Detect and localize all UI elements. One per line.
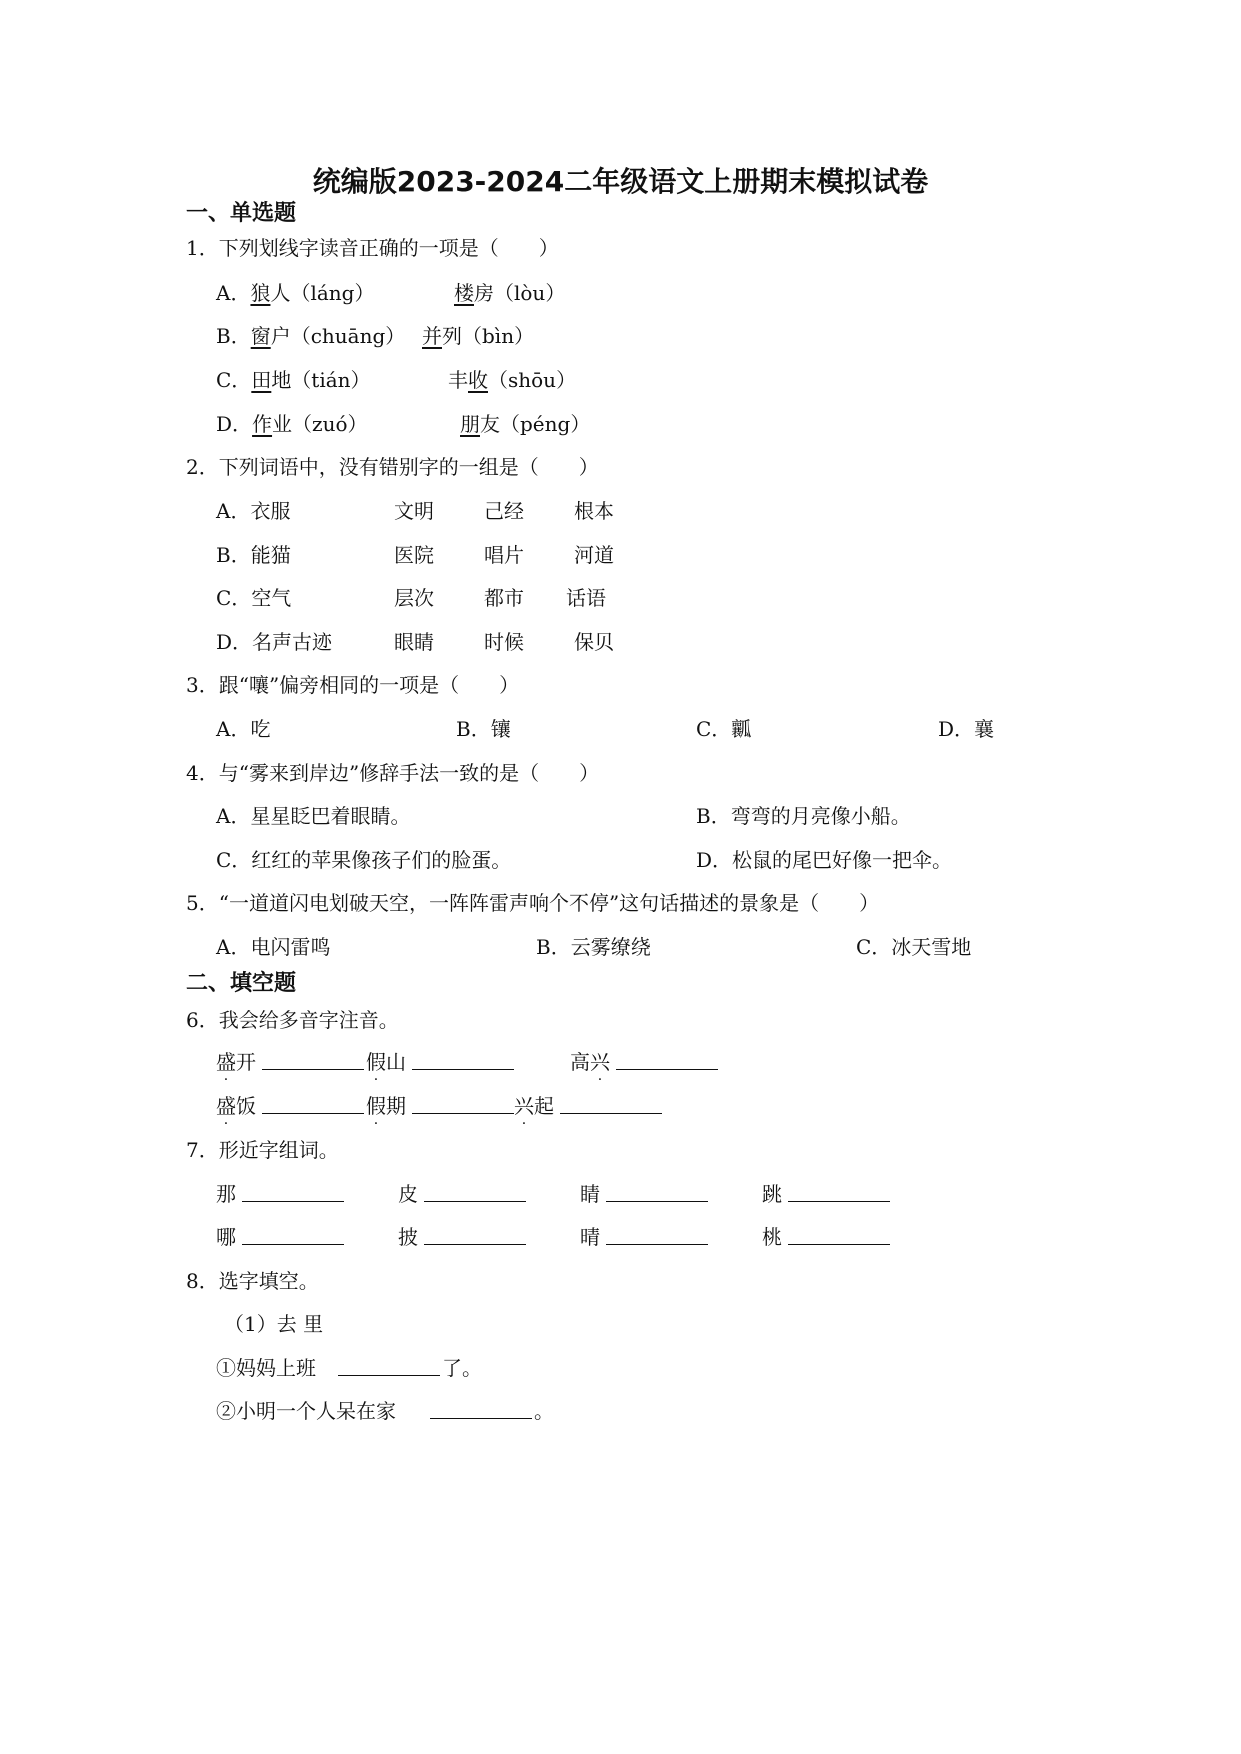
answer-blank[interactable] [262,1093,364,1114]
q2-option-c[interactable]: C．空气 [216,586,292,610]
q6-item: 假期 [366,1094,406,1118]
q5-option-b[interactable]: B．云雾缭绕 [536,935,651,959]
answer-blank[interactable] [424,1181,526,1202]
question-3-stem: 3．跟“嚷”偏旁相同的一项是（ ） [186,673,520,697]
q2-word: 医院 [394,543,434,567]
answer-blank[interactable] [412,1093,514,1114]
answer-blank[interactable] [560,1093,662,1114]
q7-char: 皮 [398,1182,418,1206]
q4-option-d[interactable]: D．松鼠的尾巴好像一把伞。 [696,848,953,872]
q4-option-a[interactable]: A．星星眨巴着眼睛。 [216,804,411,828]
q1-option-a[interactable]: A．狼人（láng） [216,281,375,305]
q3-option-a[interactable]: A．吃 [216,717,271,741]
q7-char: 哪 [216,1225,236,1249]
q1-option-a-word2: 楼房（lòu） [454,281,566,305]
q7-char: 桃 [762,1225,782,1249]
q8-subquestion-1: （1）去 里 [224,1312,324,1336]
q3-option-c[interactable]: C．瓤 [696,717,752,741]
q2-word: 河道 [574,543,614,567]
q4-option-b[interactable]: B．弯弯的月亮像小船。 [696,804,911,828]
answer-blank[interactable] [606,1224,708,1245]
q1-option-c-word2: 丰收（shōu） [448,368,577,392]
answer-blank[interactable] [788,1181,890,1202]
q2-word: 时候 [484,630,524,654]
q8-sentence-2: ②小明一个人呆在家 [216,1399,396,1423]
q1-option-d[interactable]: D．作业（zuó） [216,412,368,436]
q7-char: 跳 [762,1182,782,1206]
q6-item: 兴起 [514,1094,554,1118]
question-2-stem: 2．下列词语中，没有错别字的一组是（ ） [186,455,599,479]
q3-option-b[interactable]: B．镶 [456,717,511,741]
q8-sentence-1: ①妈妈上班 [216,1356,316,1380]
q2-word: 眼睛 [394,630,434,654]
section-heading-fill-blank: 二、填空题 [186,971,297,996]
answer-blank[interactable] [338,1355,440,1376]
q2-word: 文明 [394,499,434,523]
q2-word: 保贝 [574,630,614,654]
q2-option-a[interactable]: A．衣服 [216,499,291,523]
question-1-stem: 1．下列划线字读音正确的一项是（ ） [186,236,559,260]
q1-option-b[interactable]: B．窗户（chuāng） [216,324,406,348]
q2-word: 己经 [484,499,524,523]
q2-word: 话语 [566,586,606,610]
q6-item: 盛饭 [216,1094,256,1118]
answer-blank[interactable] [424,1224,526,1245]
answer-blank[interactable] [242,1224,344,1245]
answer-blank[interactable] [788,1224,890,1245]
q2-word: 唱片 [484,543,524,567]
question-8-stem: 8．选字填空。 [186,1269,319,1293]
q2-option-b[interactable]: B．能猫 [216,543,291,567]
q7-char: 晴 [580,1225,600,1249]
q2-word: 层次 [394,586,434,610]
q7-char: 睛 [580,1182,600,1206]
q8-sentence-2-end: 。 [534,1399,554,1423]
answer-blank[interactable] [430,1398,532,1419]
q1-option-b-word2: 并列（bìn） [422,324,535,348]
question-6-stem: 6．我会给多音字注音。 [186,1008,399,1032]
answer-blank[interactable] [606,1181,708,1202]
q2-option-d[interactable]: D．名声古迹 [216,630,333,654]
q5-option-c[interactable]: C．冰天雪地 [856,935,972,959]
question-5-stem: 5．“一道道闪电划破天空，一阵阵雷声响个不停”这句话描述的景象是（ ） [186,891,880,915]
section-heading-single-choice: 一、单选题 [186,201,297,226]
question-4-stem: 4．与“雾来到岸边”修辞手法一致的是（ ） [186,761,600,785]
q1-option-c[interactable]: C．田地（tián） [216,368,371,392]
q7-char: 那 [216,1182,236,1206]
q1-option-d-word2: 朋友（péng） [460,412,591,436]
answer-blank[interactable] [412,1049,514,1070]
q8-sentence-1-end: 了。 [442,1356,482,1380]
q6-item: 盛开 [216,1050,256,1074]
answer-blank[interactable] [242,1181,344,1202]
q7-char: 披 [398,1225,418,1249]
q3-option-d[interactable]: D．襄 [938,717,995,741]
q6-item: 假山 [366,1050,406,1074]
question-7-stem: 7．形近字组词。 [186,1138,339,1162]
q4-option-c[interactable]: C．红红的苹果像孩子们的脸蛋。 [216,848,512,872]
q2-word: 根本 [574,499,614,523]
q5-option-a[interactable]: A．电闪雷鸣 [216,935,331,959]
answer-blank[interactable] [262,1049,364,1070]
q6-item: 高兴 [570,1050,610,1074]
answer-blank[interactable] [616,1049,718,1070]
page-title: 统编版2023-2024二年级语文上册期末模拟试卷 [312,165,929,198]
q2-word: 都市 [484,586,524,610]
